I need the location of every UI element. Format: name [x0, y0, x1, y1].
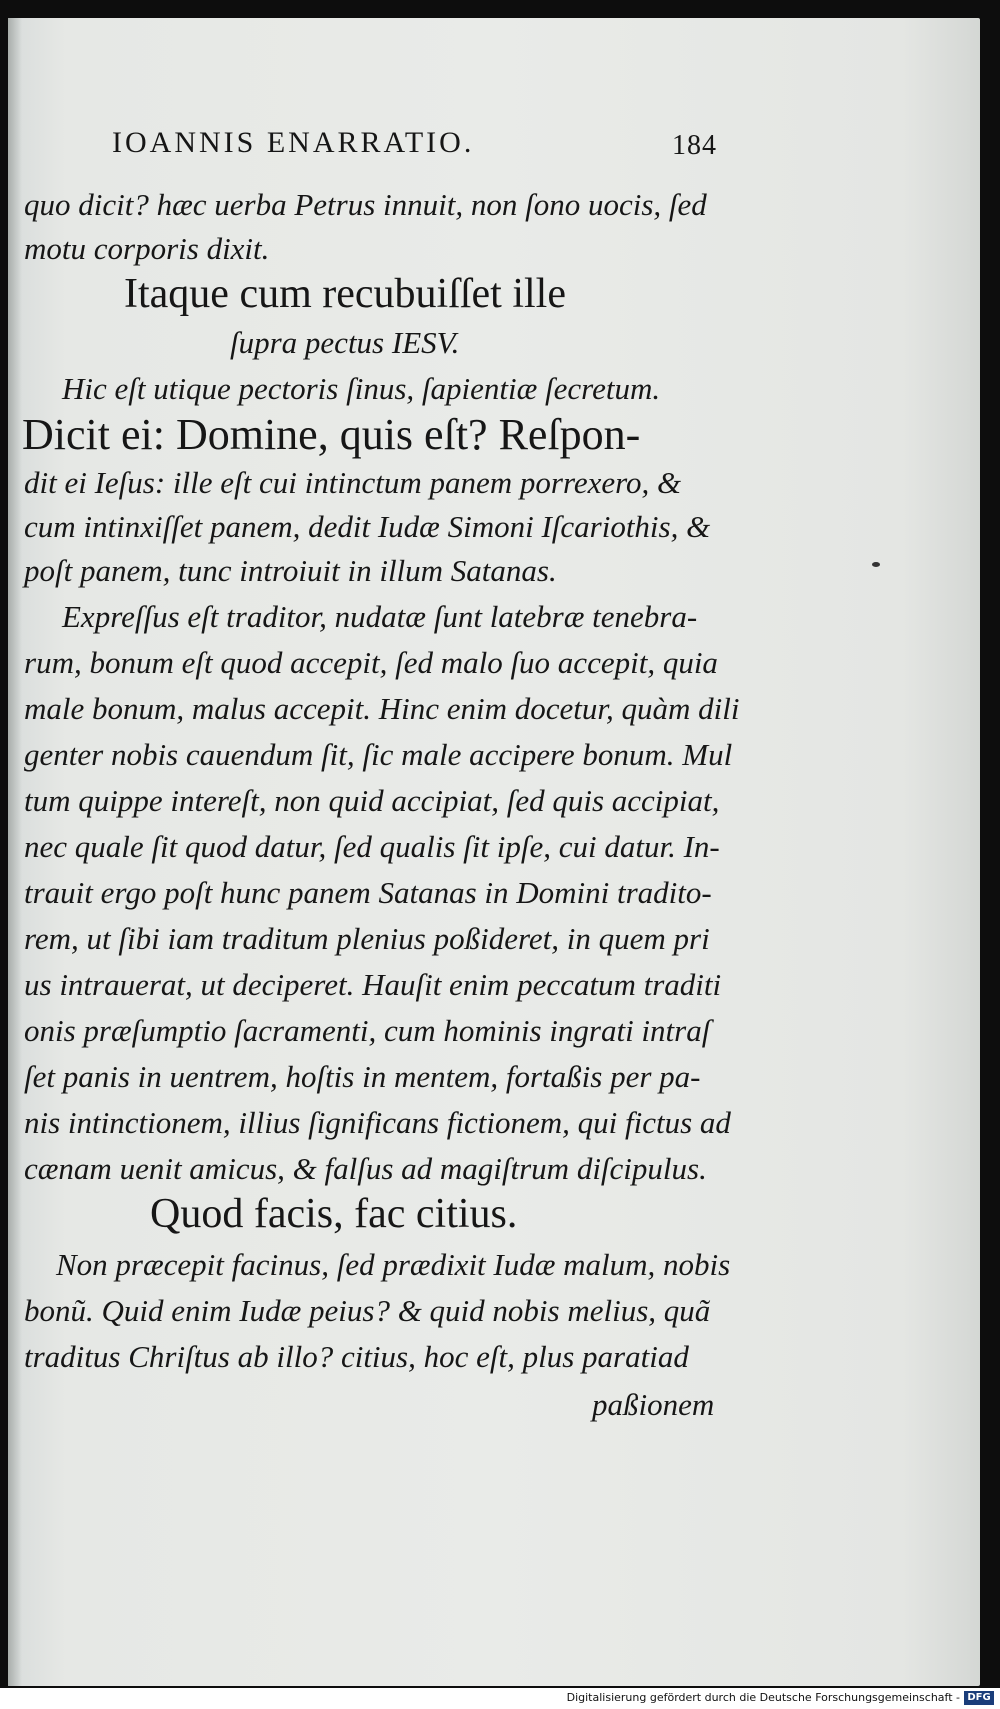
text-line: trauit ergo poſt hunc panem Satanas in Domini tradito-	[24, 875, 712, 910]
text-line: motu corporis dixit.	[24, 231, 270, 266]
running-head: IOANNIS ENARRATIO.	[112, 126, 475, 159]
text-line: cum intinxiſſet panem, dedit Iudæ Simoni Iſcariothis, &	[24, 509, 711, 544]
text-line: genter nobis cauendum ſit, ſic male accipere bonum. Mul	[24, 737, 733, 772]
text-line: Expreſſus eſt traditor, nudatæ ſunt latebræ tenebra-	[62, 599, 698, 634]
text-line: male bonum, malus accepit. Hinc enim docetur, quàm dili	[24, 691, 740, 726]
text-line: Non præcepit facinus, ſed prædixit Iudæ malum, nobis	[56, 1247, 731, 1282]
text-line: cænam uenit amicus, & falſus ad magiſtrum diſcipulus.	[24, 1151, 707, 1186]
text-line: rum, bonum eſt quod accepit, ſed malo ſuo accepit, quia	[24, 645, 718, 680]
text-line: poſt panem, tunc introiuit in illum Satanas.	[24, 553, 557, 588]
text-line: nec quale ſit quod datur, ſed qualis ſit ipſe, cui datur. In-	[24, 829, 720, 864]
text-line: quo dicit? hæc uerba Petrus innuit, non ſono uocis, ſed	[24, 187, 707, 222]
text-line: dit ei Ieſus: ille eſt cui intinctum panem porrexero, &	[24, 465, 682, 500]
ink-speck	[872, 562, 880, 567]
lemma-heading: Itaque cum recubuiſſet ille	[124, 271, 566, 317]
page-gutter-shadow	[8, 18, 22, 1686]
text-line: traditus Chriſtus ab illo? citius, hoc eſt, plus paratiad	[24, 1339, 689, 1374]
text-line: tum quippe intereſt, non quid accipiat, ſed quis accipiat,	[24, 783, 720, 818]
text-line: us intrauerat, ut deciperet. Hauſit enim peccatum traditi	[24, 967, 722, 1002]
footer-credit: Digitalisierung gefördert durch die Deutsche Forschungsgemeinschaft -	[566, 1691, 960, 1704]
dfg-logo-icon: DFG	[964, 1691, 994, 1705]
text-line: Hic eſt utique pectoris ſinus, ſapientiæ ſecretum.	[62, 371, 661, 406]
lemma-heading-continuation: ſupra pectus IESV.	[230, 325, 460, 360]
text-line: rem, ut ſibi iam traditum plenius poßideret, in quem pri	[24, 921, 710, 956]
text-line: nis intinctionem, illius ſignificans fictionem, qui fictus ad	[24, 1105, 731, 1140]
footer-bar	[0, 1688, 1000, 1709]
page-number: 184	[672, 130, 717, 161]
text-line: ſet panis in uentrem, hoſtis in mentem, fortaßis per pa-	[24, 1059, 701, 1094]
lemma-heading: Quod facis, fac citius.	[150, 1191, 518, 1237]
lemma-heading: Dicit ei: Domine, quis eſt? Reſpon-	[22, 410, 641, 459]
text-line: onis præſumptio ſacramenti, cum hominis ingrati intraſ	[24, 1013, 711, 1048]
catchword: paßionem	[592, 1387, 715, 1422]
text-line: bonũ. Quid enim Iudæ peius? & quid nobis melius, quã	[24, 1293, 711, 1328]
